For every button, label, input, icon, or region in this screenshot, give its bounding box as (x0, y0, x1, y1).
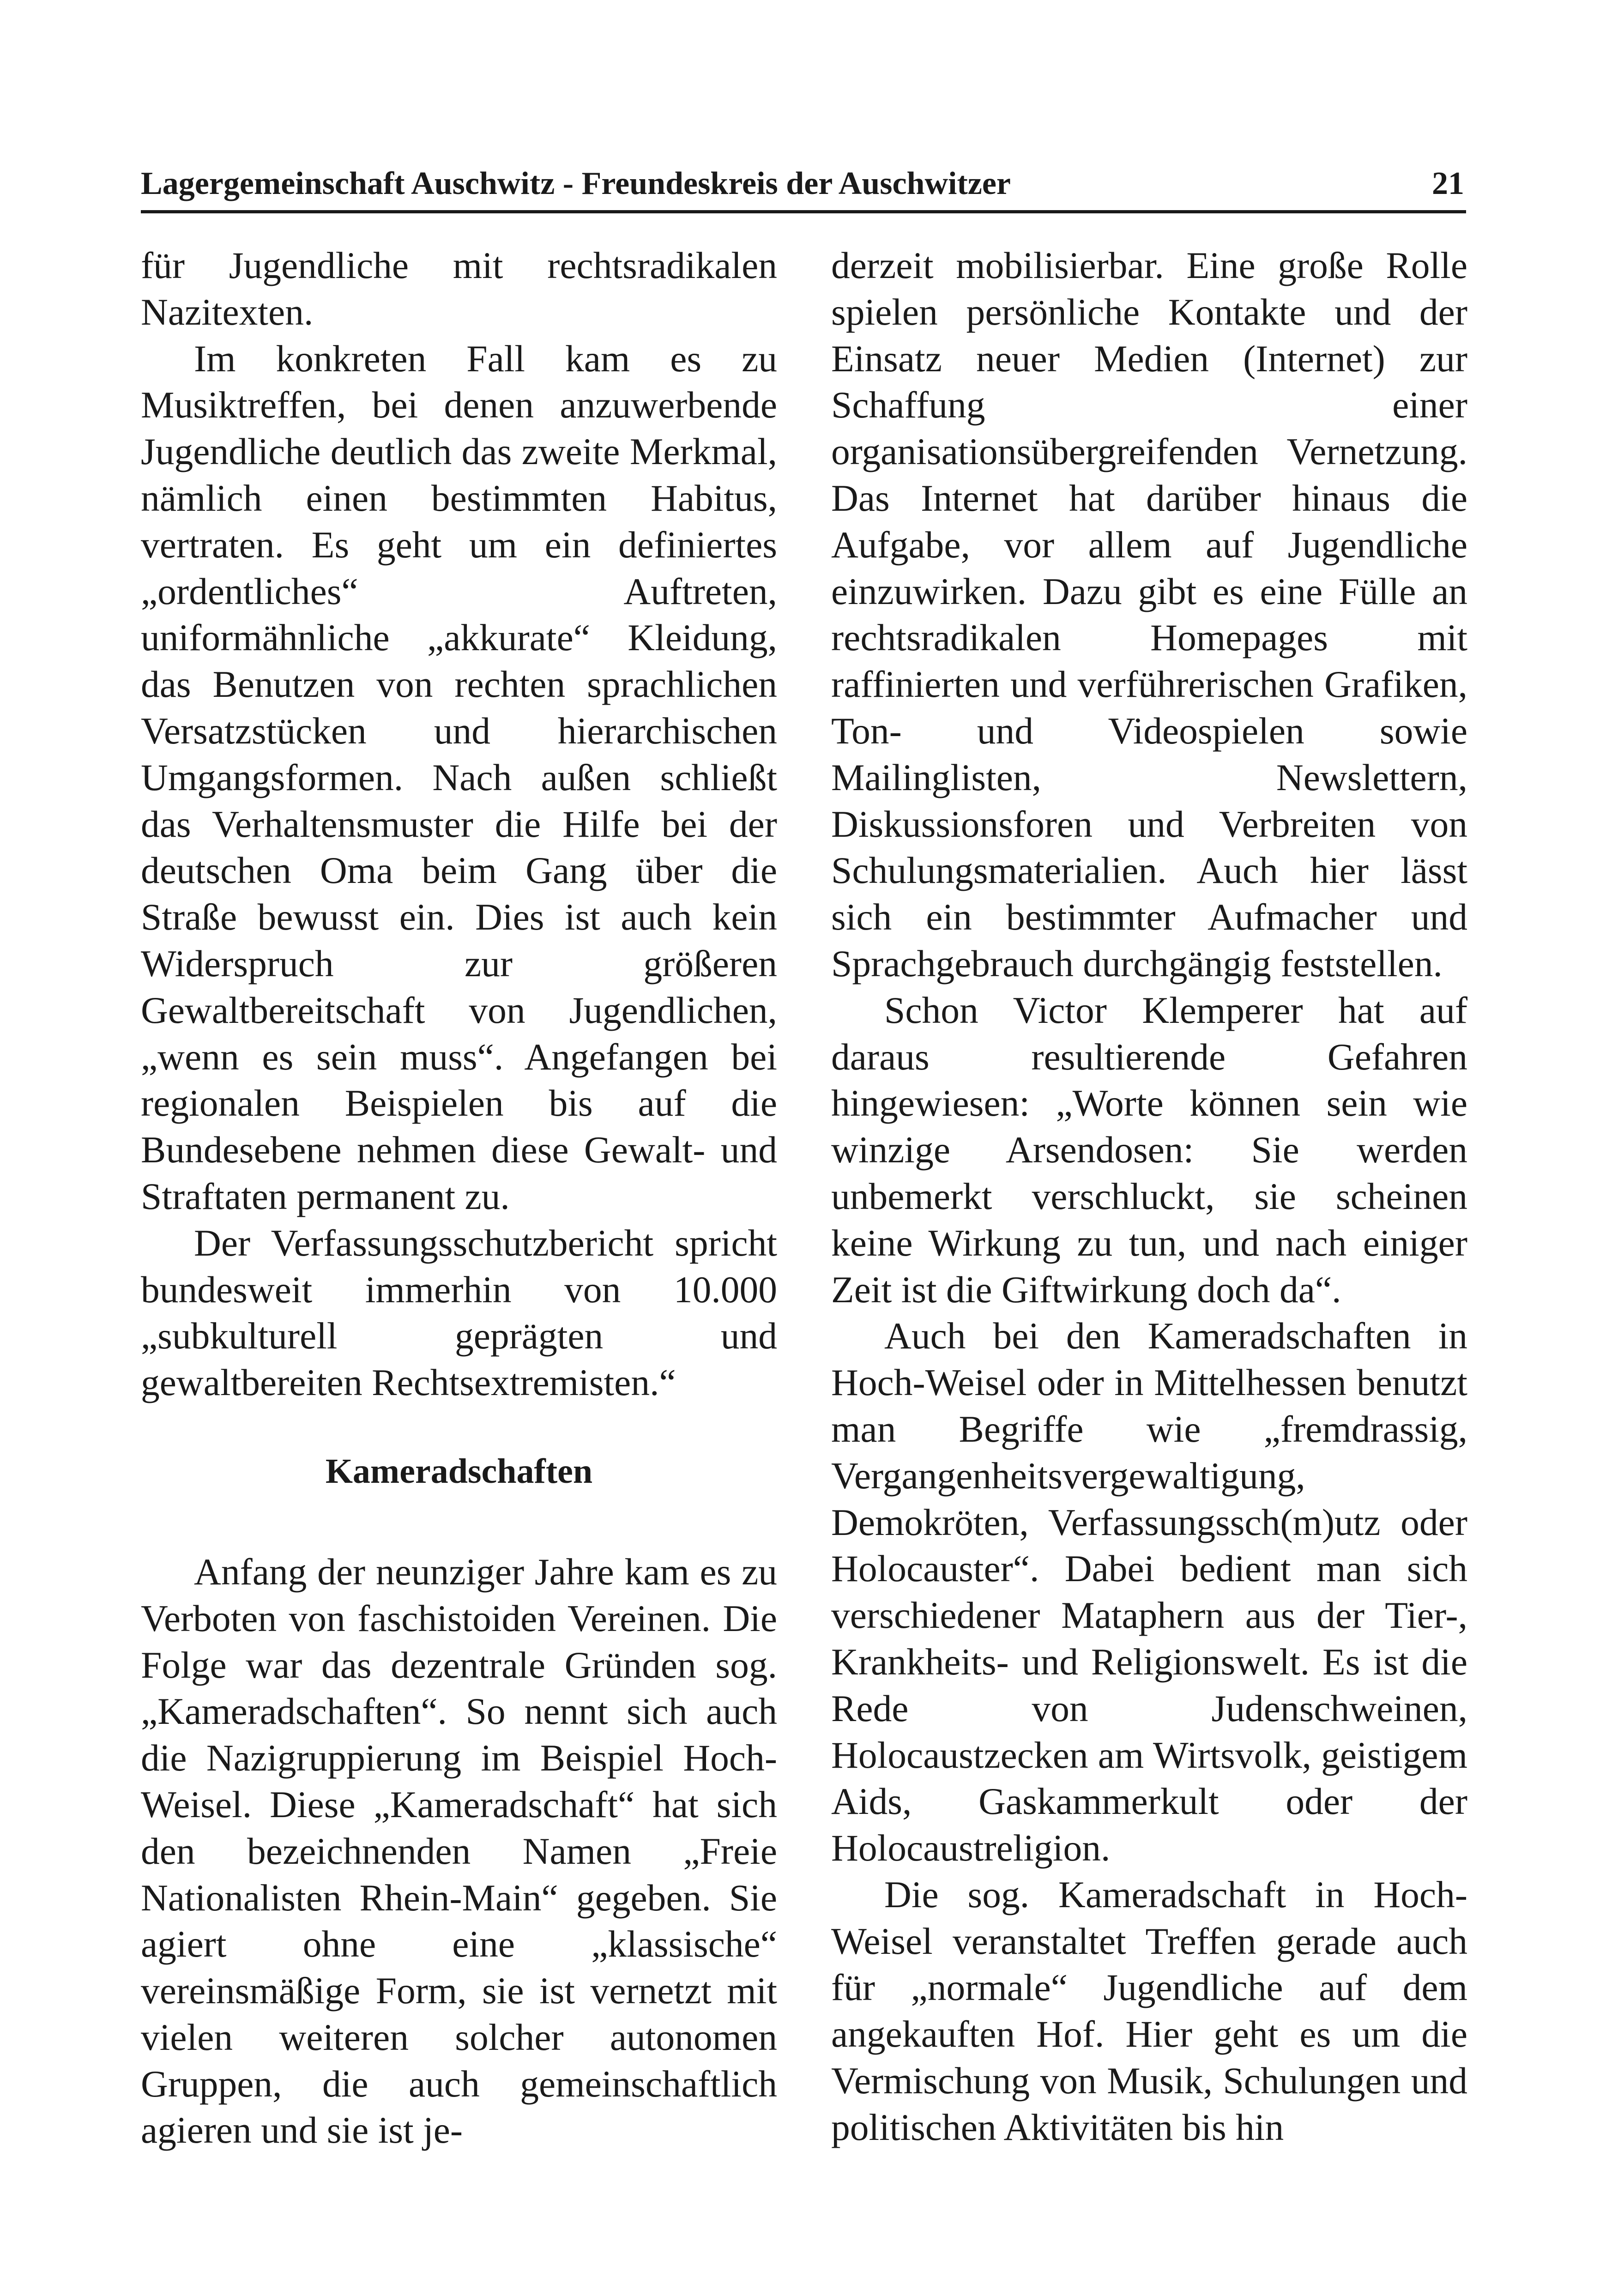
paragraph: derzeit mobilisierbar. Eine große Rolle spielen persönliche Kontakte und der Einsatz neuer Medien (Internet) zur Schaffung einer organisationsübergreifenden Vernetzung. Das Internet hat darüber hinaus die Aufgabe, vor allem auf Jugendliche einzuwirken. Dazu gibt es eine Fülle an rechtsradikalen Homepages mit raffinierten und verführerischen Grafiken, Ton- und Videospielen sowie Mailinglisten, Newslettern, Diskussionsforen und Verbreiten von Schulungsmaterialien. Auch hier lässt sich ein bestimmter Aufmacher und Sprachgebrauch durchgängig feststellen. (831, 244, 1467, 985)
running-header (141, 155, 1466, 213)
paragraph: Im konkreten Fall kam es zu Musiktreffen, bei denen anzuwerbende Jugendliche deutlich das zweite Merkmal, nämlich einen bestimmten Habitus, vertraten. Es geht um ein definiertes „ordentliches“ Auftreten, uniformähnliche „akkurate“ Kleidung, das Benutzen von rechten sprachlichen Versatzstücken und hierarchischen Umgangsformen. Nach außen schließt das Verhaltensmuster die Hilfe bei der deutschen Oma beim Gang über die Straße bewusst ein. Dies ist auch kein Widerspruch zur größeren Gewaltbereitschaft von Jugendlichen, „wenn es sein muss“. Angefangen bei regionalen Beispielen bis auf die Bundesebene nehmen diese Gewalt- und Straftaten permanent zu. (141, 337, 777, 1217)
paragraph: für Jugendliche mit rechtsradikalen Nazitexten. (141, 244, 777, 333)
section-heading: Kameradschaften (325, 1451, 593, 1491)
paragraph: Schon Victor Klemperer hat auf daraus resultierende Gefahren hingewiesen: „Worte können sein wie winzige Arsendosen: Sie werden unbemerkt verschluckt, sie scheinen keine Wirkung zu tun, und nach einiger Zeit ist die Giftwirkung doch da“. (831, 989, 1467, 1311)
paragraph: Anfang der neunziger Jahre kam es zu Verboten von faschistoiden Vereinen. Die Folge war das dezentrale Gründen sog. „Kameradschaften“. So nennt sich auch die Nazigruppierung im Beispiel Hoch-Weisel. Diese „Kameradschaft“ hat sich den bezeichnenden Namen „Freie Nationalisten Rhein-Main“ gegeben. Sie agiert ohne eine „klassische“ vereinsmäßige Form, sie ist vernetzt mit vielen weiteren solcher autonomen Gruppen, die auch gemeinschaftlich agieren und sie ist je- (141, 1550, 777, 2151)
paragraph: Die sog. Kameradschaft in Hoch-Weisel veranstaltet Treffen gerade auch für „normale“ Jugendliche auf dem angekauften Hof. Hier geht es um die Vermischung von Musik, Schulungen und politischen Aktivitäten bis hin (831, 1873, 1467, 2148)
paragraph: Auch bei den Kameradschaften in Hoch-Weisel oder in Mittelhessen benutzt man Begriffe wie „fremdrassig, Vergangenheitsvergewaltigung, Demokröten, Verfassungssch(m)utz oder Holocauster“. Dabei bedient man sich verschiedener Mataphern aus der Tier-, Krankheits- und Religionswelt. Es ist die Rede von Judenschweinen, Holocaustzecken am Wirtsvolk, geistigem Aids, Gaskammerkult oder der Holocaustreligion. (831, 1315, 1467, 1869)
running-header-title: Lagergemeinschaft Auschwitz - Freundeskreis der Auschwitzer (141, 166, 1011, 201)
paragraph: Der Verfassungsschutzbericht spricht bundesweit immerhin von 10.000 „subkulturell geprägten und gewaltbereiten Rechtsextremisten.“ (141, 1221, 777, 1404)
left-column (141, 242, 777, 2154)
right-column (831, 242, 1467, 2151)
page-number: 21 (1432, 166, 1464, 201)
